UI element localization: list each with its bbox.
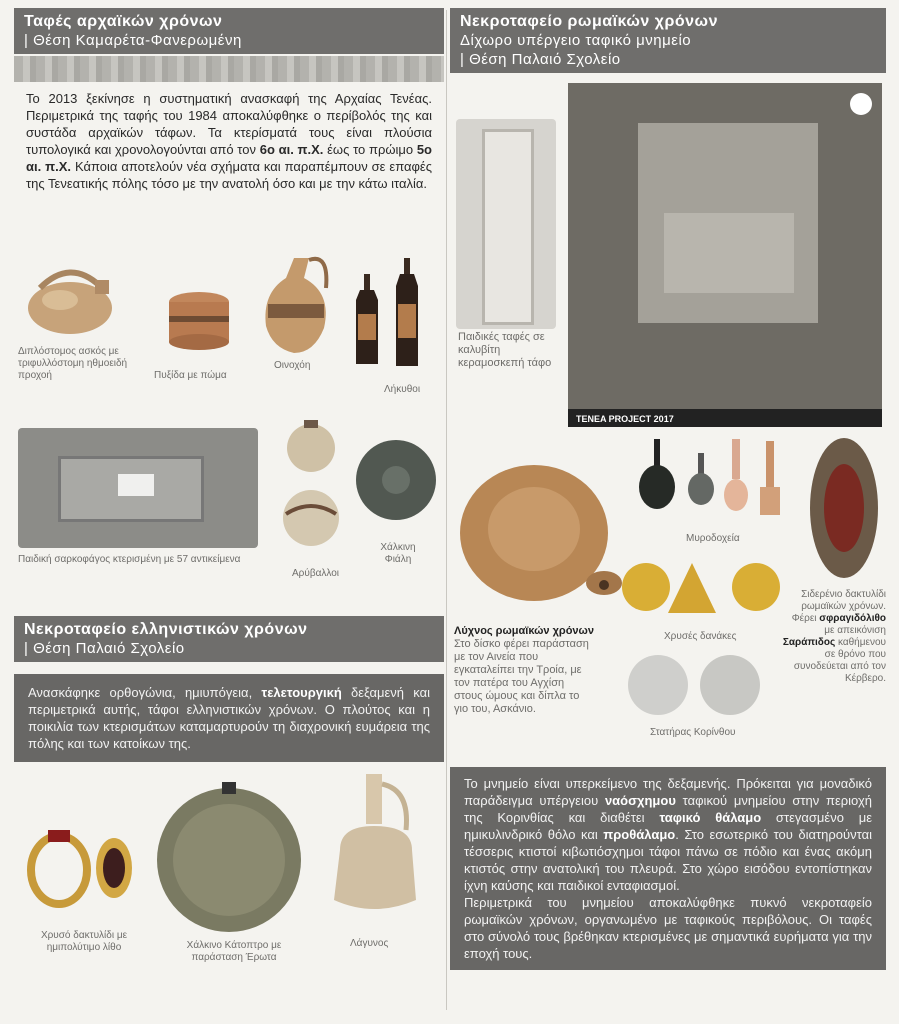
hellenistic-artifacts <box>14 770 444 970</box>
myrodocheia-image <box>626 429 796 539</box>
iron-ring-text-2: με απεικόνιση <box>824 625 886 636</box>
gold-coins-caption: Χρυσές δανάκες <box>664 631 737 642</box>
aryballoi-caption: Αρύβαλλοι <box>292 568 339 579</box>
gold-ring-caption: Χρυσό δακτυλίδι με ημιπολύτιμο λίθο <box>40 930 128 953</box>
right-column <box>450 8 886 1016</box>
stateres-caption: Στατήρας Κορίνθου <box>650 727 736 738</box>
hellenistic-text-2: δεξαμενή και περιμετρικά αυτής, τάφοι ελληνιστικών χρόνων. Ο πλούτος και η ποικιλία των κτερισμάτων καταμαρτυρούν τη διαχρονική ευμάρεια της πόλης και των κατοίκων της. <box>28 685 430 751</box>
iron-ring-text-1: Σιδερένιο δακτυλίδι ρωμαϊκών χρόνων. Φέρει <box>791 589 886 624</box>
archaic-subtitle: | Θέση Καμαρέτα-Φανερωμένη <box>24 32 242 49</box>
gold-ring-image <box>24 820 144 910</box>
roman-subtitle-2: | Θέση Παλαιό Σχολείο <box>460 51 621 68</box>
pyxis-image <box>154 288 244 358</box>
lamp-caption-title: Λύχνος ρωμαϊκών χρόνων <box>454 625 594 637</box>
myrodocheia-caption: Μυροδοχεία <box>686 533 740 544</box>
sarcophagus-photo <box>18 428 258 548</box>
phiale-image <box>354 438 438 522</box>
roman-text-1: Το μνημείο είναι υπερκείμενο της δεξαμενής. Πρόκειται για μοναδικό παράδειγμα υπέργειου <box>464 776 872 808</box>
iron-ring-text-3: καθήμενου σε θρόνο που συνοδεύεται από τον Κέρβερο. <box>793 637 886 684</box>
hellenistic-bold-1: τελετουργική <box>261 685 342 700</box>
roman-title-bar <box>450 8 886 73</box>
left-column <box>14 8 444 1016</box>
phiale-caption: Χάλκινη Φιάλη <box>380 542 416 565</box>
mirror-caption: Χάλκινο Κάτοπτρο με παράσταση Έρωτα <box>186 940 282 963</box>
archaic-artifacts-row1 <box>14 248 444 418</box>
lamp-caption-text: Στο δίσκο φέρει παράσταση με τον Αινεία που εγκαταλείπει την Τροία, με τον πατέρα του Αγχίση στους ώμους και δίπλα το γιο του, Ασκάνιο. <box>454 638 589 715</box>
askos-caption: Διπλόστομος ασκός με τριφυλλόστομη ηθμοειδή προχοή <box>18 346 128 381</box>
mirror-image <box>154 780 304 940</box>
roman-photos <box>450 73 886 429</box>
stateres-image <box>626 651 766 721</box>
archaic-bold-1: 6ο αι. π.Χ. <box>259 142 324 157</box>
oinochoe-caption: Οινοχόη <box>274 360 311 371</box>
north-arrow-icon <box>850 93 872 115</box>
iron-ring-image <box>802 433 886 583</box>
askos-image <box>20 258 120 338</box>
archaic-text-2: έως το πρώιμο <box>323 142 417 157</box>
hellenistic-title: Νεκροταφείο ελληνιστικών χρόνων <box>24 621 308 638</box>
sarcophagus-label <box>118 474 154 496</box>
child-burials-caption: Παιδικές ταφές σε καλυβίτη κεραμοσκεπή τάφο <box>458 331 552 369</box>
lagynos-image <box>320 770 430 920</box>
monument-aerial-photo <box>568 83 882 427</box>
burial-tile-grave <box>482 129 534 325</box>
sarcophagus-caption: Παιδική σαρκοφάγος κτερισμένη με 57 αντικείμενα <box>18 554 241 565</box>
archaic-artifacts-row2 <box>14 418 444 608</box>
archaic-paragraph <box>14 82 444 248</box>
hellenistic-text-1: Ανασκάφηκε ορθογώνια, ημιυπόγεια, <box>28 685 262 700</box>
lekythoi-image <box>354 254 434 374</box>
roman-subtitle-1: Δίχωρο υπέργειο ταφικό μνημείο <box>460 32 692 49</box>
decorative-strip <box>14 56 444 82</box>
roman-text-3: στεγασμένο με ημικυλινδρικό θόλο και <box>464 810 872 842</box>
oinochoe-image <box>254 248 334 358</box>
lamp-caption <box>454 625 594 716</box>
roman-bold-1: ναόσχημου <box>604 793 676 808</box>
roman-bold-3: προθάλαμο <box>603 827 676 842</box>
roman-bold-2: ταφικό θάλαμο <box>659 810 762 825</box>
monument-chamber <box>664 213 794 293</box>
column-divider <box>446 10 447 1010</box>
archaic-title: Ταφές αρχαϊκών χρόνων <box>24 13 223 30</box>
roman-title: Νεκροταφείο ρωμαϊκών χρόνων <box>460 13 718 30</box>
roman-text-4: . Στο εσωτερικό του διατηρούνται τέσσερις κτιστοί κιβωτιόσχημοι τάφοι πάνω σε πόδιο και ένας ακόμη κτιστός στην ανατολική του πλευρά. Στο χώρο εισόδου εντοπίστηκαν ίχνη καύσης και παιδικοί ενταφιασμοί. <box>464 827 873 893</box>
archaic-bold-2: 5ο αι. π.Χ. <box>26 142 432 174</box>
gold-coins-image <box>616 557 786 627</box>
archaic-title-bar <box>14 8 444 54</box>
roman-text-5: Περιμετρικά του μνημείου αποκαλύφθηκε πυκνό νεκροταφείο ρωμαϊκών χρόνων, οργανωμένο με ταφικούς περιβόλους. Οι ταφές στο σύνολό τους βρέθηκαν κτερισμένες με σημαντικά ευρήματα για την εποχή τους. <box>464 895 872 961</box>
iron-ring-bold-2: Σαράπιδος <box>782 637 836 648</box>
project-label: TENEA PROJECT 2017 <box>576 414 674 424</box>
hellenistic-paragraph <box>14 674 444 762</box>
archaic-text-1: Το 2013 ξεκίνησε η συστηματική ανασκαφή της Αρχαίας Τενέας. Περιμετρικά της ταφής του 1984 αποκαλύφθηκε ο περίβολός της και συστάδα αρχαϊκών τάφων. Τα κτερίσματά τους είναι πλούσια τυπολογικά και χρονολογούνται από τον <box>26 91 432 157</box>
child-burials-photo <box>456 119 556 329</box>
aryballoi-image <box>276 418 346 558</box>
roman-text-2: ταφικού μνημείου στην περιοχή της Κορινθίας και διαθέτει <box>464 793 872 825</box>
roman-finds <box>450 429 886 759</box>
iron-ring-caption <box>780 589 886 685</box>
roman-paragraph <box>450 767 886 970</box>
hellenistic-title-bar <box>14 616 444 662</box>
lagynos-caption: Λάγυνος <box>350 938 389 949</box>
oil-lamp-image <box>454 443 624 613</box>
pyxis-caption: Πυξίδα με πώμα <box>154 370 227 381</box>
lekythoi-caption: Λήκυθοι <box>384 384 421 395</box>
hellenistic-subtitle: | Θέση Παλαιό Σχολείο <box>24 640 185 657</box>
iron-ring-bold-1: σφραγιδόλιθο <box>819 613 886 624</box>
archaic-text-3: Κάποια αποτελούν νέα σχήματα και παραπέμπουν σε επαφές της Τενεατικής πόλης τόσο με την ανατολή όσο και με την κάτω ιταλία. <box>26 159 432 191</box>
